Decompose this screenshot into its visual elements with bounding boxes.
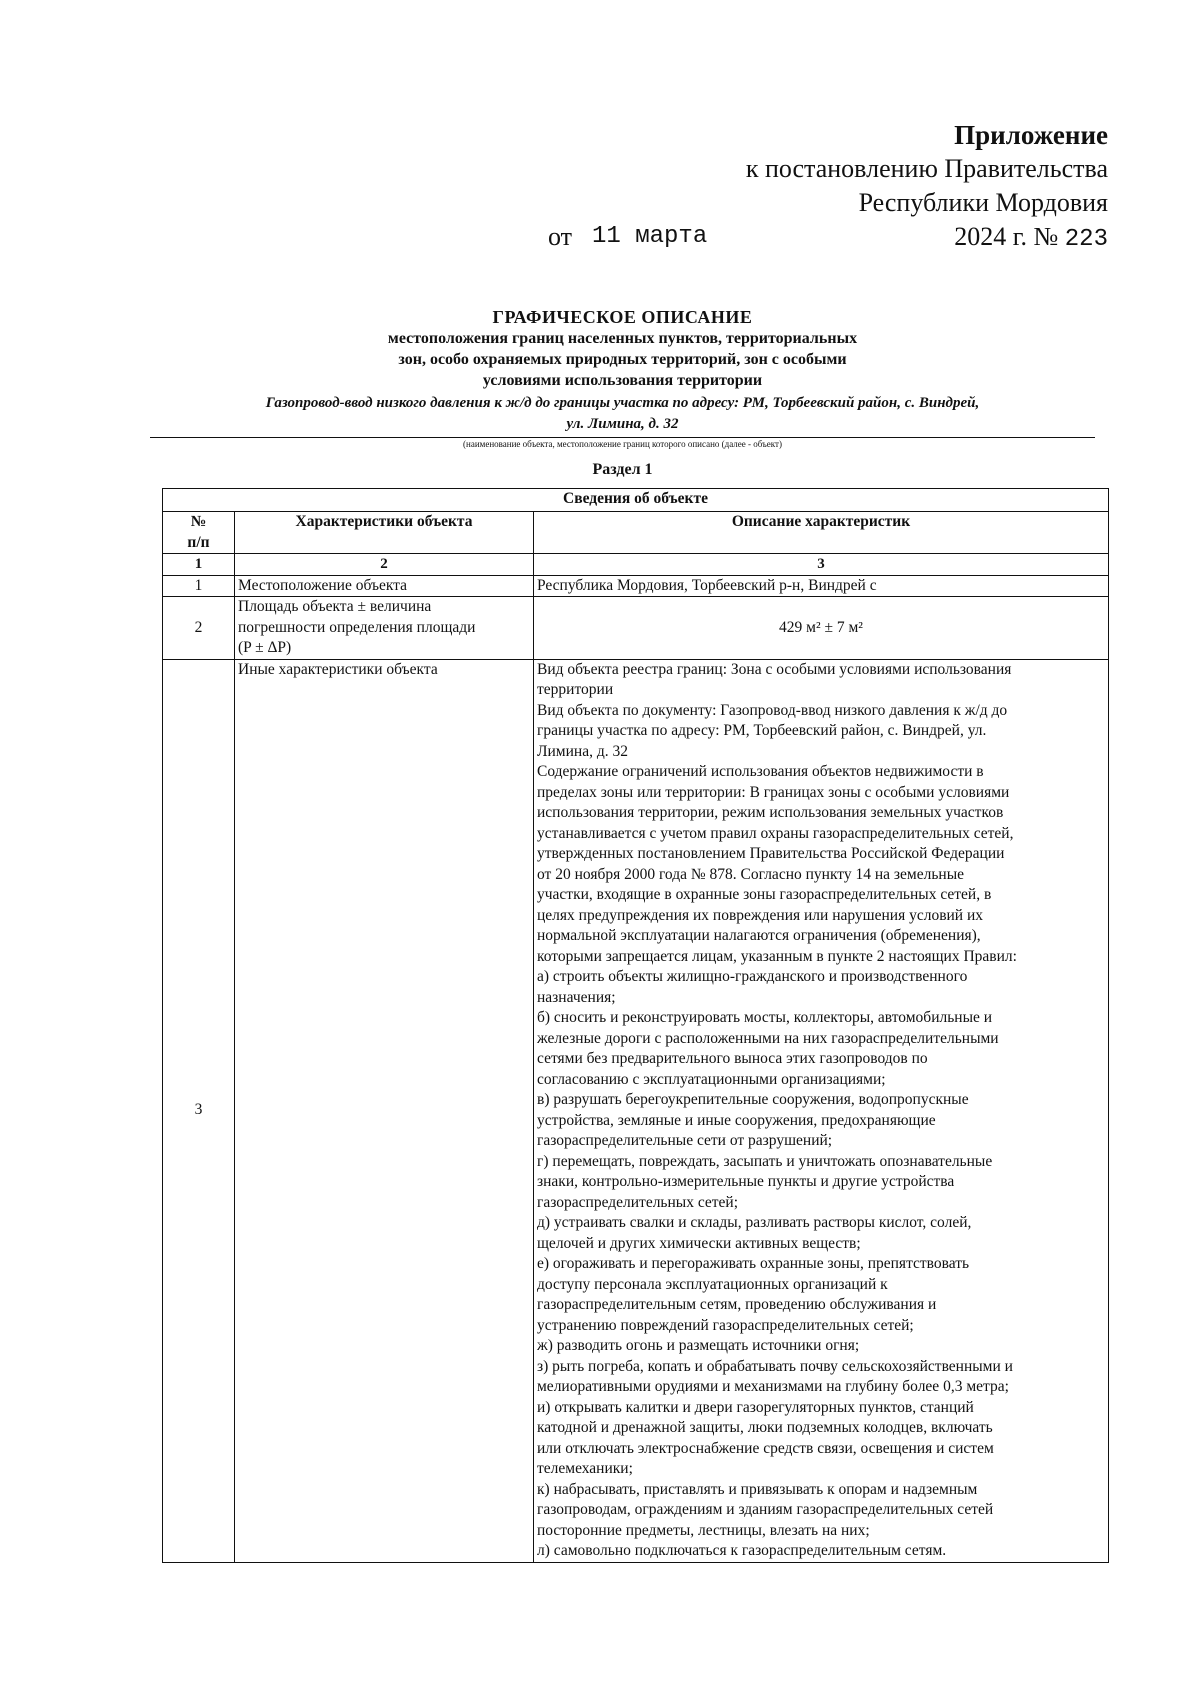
desc-line: мелиоративными орудиями и механизмами на глубину более 0,3 метра;: [537, 1378, 1009, 1395]
desc-line: Содержание ограничений использования объектов недвижимости в: [537, 763, 984, 780]
appendix-date-row: [548, 220, 1108, 254]
row-desc: [534, 659, 1109, 1562]
desc-line: территории: [537, 681, 614, 698]
row-name-line: Площадь объекта ± величина: [238, 598, 432, 615]
desc-line: целях предупреждения их повреждения или нарушения условий их: [537, 906, 984, 924]
desc-line: пределах зоны или территории: В границах зоны с особыми условиями: [537, 783, 1010, 801]
desc-line: устройства, земляные и иные сооружения, предохраняющие: [537, 1111, 936, 1129]
desc-line: посторонние предметы, лестницы, влезать на них;: [537, 1521, 870, 1539]
desc-line: г) перемещать, повреждать, засыпать и уничтожать опознавательные: [537, 1152, 993, 1170]
desc-line: Лимина, д. 32: [537, 742, 628, 760]
desc-line: назначения;: [537, 988, 616, 1006]
subtitle-line-1: местоположения границ населенных пунктов, территориальных: [387, 330, 858, 347]
desc-line: железные дороги с расположенными на них газораспределительными: [537, 1029, 999, 1047]
desc-line: доступу персонала эксплуатационных организаций к: [537, 1275, 888, 1293]
row-num: 1: [163, 575, 235, 597]
desc-line: устранению повреждений газораспределительных сетей;: [537, 1316, 914, 1334]
desc-line: утвержденных постановлением Правительства Российской Федерации: [537, 845, 1005, 862]
row-name: [235, 597, 534, 660]
appendix-line-1: к постановлению Правительства: [745, 154, 1108, 183]
row-name: Иные характеристики объекта: [235, 659, 534, 1562]
date-day-month: 11 марта: [592, 223, 708, 250]
col-number-2: 2: [235, 554, 534, 576]
header-characteristics: Характеристики объекта: [235, 512, 534, 554]
desc-line: л) самовольно подключаться к газораспределительным сетям.: [537, 1542, 947, 1559]
desc-line: или отключать электроснабжение средств связи, освещения и систем: [537, 1439, 994, 1457]
desc-line: от 20 ноября 2000 года № 878. Согласно пункту 14 на земельные: [537, 865, 964, 883]
desc-line: е) огораживать и перегораживать охранные зоны, препятствовать: [537, 1255, 970, 1272]
desc-line: з) рыть погреба, копать и обрабатывать почву сельскохозяйственными и: [537, 1357, 1013, 1375]
desc-line: газораспределительным сетям, проведению обслуживания и: [537, 1296, 937, 1313]
table-row: [163, 597, 1109, 660]
desc-line: нормальной эксплуатации налагаются ограничения (обременения),: [537, 927, 981, 944]
row-num: 3: [163, 659, 235, 1562]
header-num-text: № п/п: [187, 513, 210, 551]
desc-line: д) устраивать свалки и склады, разливать растворы кислот, солей,: [537, 1214, 972, 1231]
desc-line: к) набрасывать, приставлять и привязывать к опорам и надземным: [537, 1480, 978, 1498]
appendix-line-2: Республики Мордовия: [858, 188, 1108, 217]
desc-line: газораспределительные сети от разрушений;: [537, 1132, 833, 1149]
desc-line: согласованию с эксплуатационными организациями;: [537, 1070, 886, 1088]
year-number-label: 2024 г. №: [954, 222, 1059, 251]
desc-line: газопроводам, ограждениям и зданиям газораспределительных сетей: [537, 1501, 994, 1518]
appendix-block: [548, 118, 1108, 253]
desc-line: сетями без предварительного выноса этих газопроводов по: [537, 1050, 928, 1067]
row-name-line: погрешности определения площади: [238, 618, 476, 636]
desc-line: Вид объекта по документу: Газопровод-ввод низкого давления к ж/д до: [537, 701, 1008, 719]
table-header-row: [163, 512, 1109, 554]
desc-line: участки, входящие в охранные зоны газораспределительных сетей, в: [537, 886, 992, 903]
object-name-line-1: Газопровод-ввод низкого давления к ж/д до границы участка по адресу: РМ, Торбеевский район, с. Виндрей,: [265, 395, 980, 411]
subtitle-line-2: зон, особо охраняемых природных территорий, зон с особыми: [398, 351, 847, 368]
desc-line: катодной и дренажной защиты, люки подземных колодцев, включать: [537, 1419, 993, 1436]
table-row: [163, 575, 1109, 597]
desc-line: знаки, контрольно-измерительные пункты и другие устройства: [537, 1173, 955, 1190]
desc-line: и) открывать калитки и двери газорегуляторных пунктов, станций: [537, 1398, 974, 1416]
desc-line: границы участка по адресу: РМ, Торбеевский район, с. Виндрей, ул.: [537, 722, 987, 739]
col-number-3: 3: [534, 554, 1109, 576]
desc-line: а) строить объекты жилищно-гражданского и производственного: [537, 968, 968, 985]
object-caption: (наименование объекта, местоположение границ которого описано (далее - объект): [463, 439, 782, 449]
desc-line: б) сносить и реконструировать мосты, коллекторы, автомобильные и: [537, 1009, 993, 1026]
desc-line: устанавливается с учетом правил охраны газораспределительных сетей,: [537, 824, 1014, 842]
row-num: 2: [163, 597, 235, 660]
desc-line: телемеханики;: [537, 1460, 633, 1477]
row-desc: Республика Мордовия, Торбеевский р-н, Виндрей с: [534, 575, 1109, 597]
table-caption: Сведения об объекте: [163, 489, 1109, 512]
desc-line: щелочей и других химически активных веществ;: [537, 1234, 861, 1252]
desc-line: использования территории, режим использования земельных участков: [537, 804, 1004, 821]
table-row: [163, 659, 1109, 1562]
table-caption-row: [163, 489, 1109, 512]
subtitle-line-3: условиями использования территории: [482, 372, 763, 389]
document-header: [150, 306, 1095, 479]
column-number-row: [163, 554, 1109, 576]
row-name: Местоположение объекта: [235, 575, 534, 597]
desc-line: газораспределительных сетей;: [537, 1193, 739, 1211]
header-num: [163, 512, 235, 554]
desc-line: Вид объекта реестра границ: Зона с особыми условиями использования: [537, 660, 1012, 678]
desc-line: ж) разводить огонь и размещать источники огня;: [537, 1337, 860, 1354]
object-info-table: [162, 488, 1109, 1563]
col-number-1: 1: [163, 554, 235, 576]
date-year-number: [954, 220, 1108, 257]
date-prefix: от: [548, 222, 573, 251]
row-name-line: (P ± ΔP): [238, 639, 292, 656]
document-title: ГРАФИЧЕСКОЕ ОПИСАНИЕ: [492, 307, 753, 327]
row-desc: 429 м² ± 7 м²: [534, 597, 1109, 660]
section-title: Раздел 1: [592, 461, 653, 478]
object-name-line-2: ул. Лимина, д. 32: [566, 416, 679, 432]
header-description: Описание характеристик: [534, 512, 1109, 554]
doc-number: 223: [1064, 226, 1108, 253]
desc-line: в) разрушать берегоукрепительные сооружения, водопропускные: [537, 1091, 969, 1108]
desc-line: которыми запрещается лицам, указанным в пункте 2 настоящих Правил:: [537, 947, 1017, 965]
appendix-title: Приложение: [954, 120, 1108, 150]
